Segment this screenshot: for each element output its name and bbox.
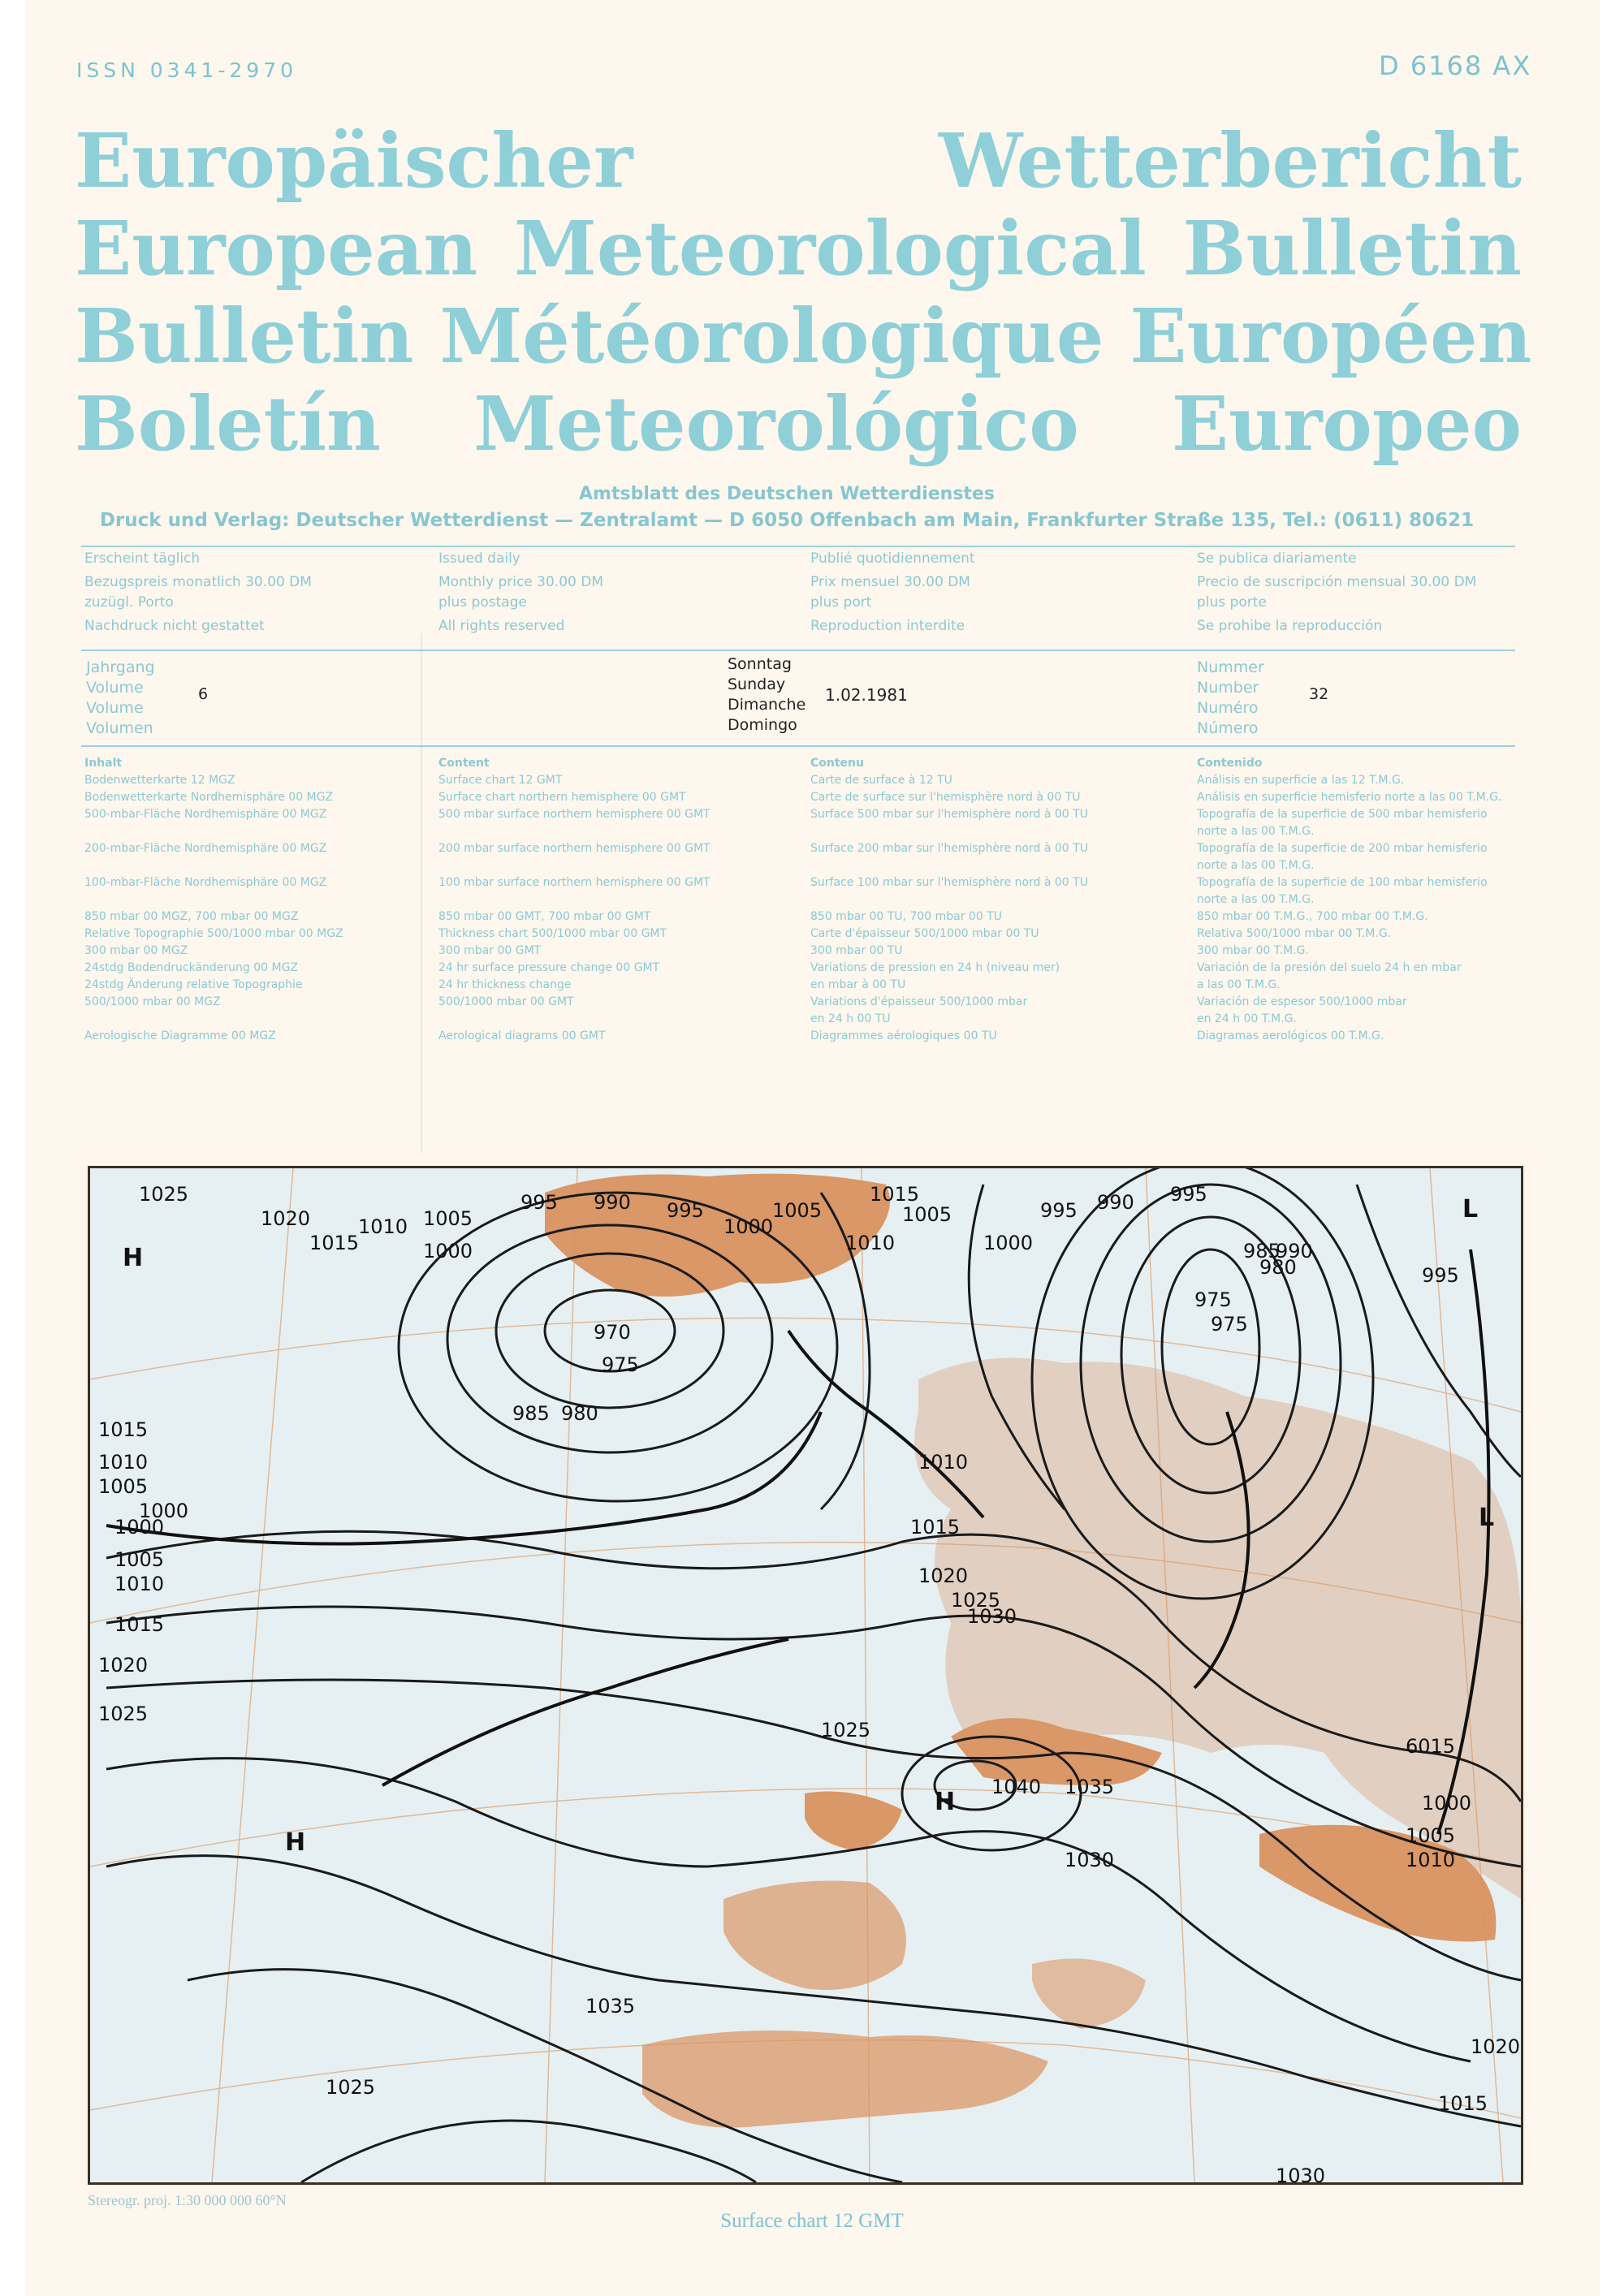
contents-item: Surface 500 mbar sur l'hemisphère nord à 00 TU (810, 808, 1088, 821)
title-english: European Meteorological Bulletin (75, 205, 1522, 292)
contents-item: Thickness chart 500/1000 mbar 00 GMT (438, 927, 667, 940)
subscription-de (84, 549, 312, 637)
projection-note: Stereogr. proj. 1:30 000 000 60°N (88, 2192, 287, 2208)
subscription-line: Publié quotidiennement (810, 550, 975, 567)
isobar-label: 985 (512, 1402, 550, 1425)
isobar-label: 1015 (910, 1516, 961, 1539)
isobar-label: 1000 (114, 1516, 165, 1539)
subscription-line: Se prohibe la reproducción (1197, 618, 1383, 634)
isobar-label: 975 (602, 1353, 639, 1376)
publisher-gazette: Amtsblatt des Deutschen Wetterdienstes (579, 484, 995, 504)
number-label: Nummer (1197, 658, 1264, 676)
contents-item: 850 mbar 00 GMT, 700 mbar 00 GMT (438, 910, 651, 923)
contents-item: Topografía de la superficie de 200 mbar hemisferio (1197, 842, 1488, 855)
contents-item: Relative Topographie 500/1000 mbar 00 MGZ (84, 927, 343, 940)
contents-item: Surface 200 mbar sur l'hemisphère nord à 00 TU (810, 842, 1088, 855)
isobar-label: 1040 (991, 1776, 1042, 1798)
isobar-label: 1030 (967, 1605, 1017, 1628)
day-label: Sunday (728, 675, 786, 693)
contents-item: Diagrammes aérologiques 00 TU (810, 1029, 997, 1042)
isobar-label: 1000 (139, 1500, 189, 1522)
contents-item: 300 mbar 00 T.M.G. (1197, 944, 1309, 957)
title-german: Europäischer Wetterbericht (75, 117, 1522, 205)
low-pressure-centre: L (1479, 1504, 1495, 1532)
station-code: 6015 (1406, 1735, 1456, 1758)
contents-item: 24 hr surface pressure change 00 GMT (438, 961, 660, 974)
subscription-line: Prix mensuel 30.00 DM (810, 574, 970, 590)
contents-item: 24 hr thickness change (438, 978, 572, 991)
isobar-label: 995 (520, 1191, 558, 1214)
isobar-label: 1025 (139, 1183, 189, 1206)
contents-item: Surface chart 12 GMT (438, 774, 563, 787)
contents-item: Bodenwetterkarte Nordhemisphäre 00 MGZ (84, 791, 334, 804)
contents-item: 850 mbar 00 T.M.G., 700 mbar 00 T.M.G. (1197, 910, 1428, 923)
isobar-label: 995 (667, 1199, 704, 1222)
isobar-label: 1000 (983, 1232, 1034, 1254)
number-label: Número (1197, 719, 1259, 737)
isobar-label: 990 (594, 1191, 631, 1214)
subscription-line: Precio de suscripción mensual 30.00 DM (1197, 574, 1477, 590)
isobar-label: 980 (561, 1402, 598, 1425)
contents-item (84, 823, 343, 840)
contents-item: Carte de surface sur l'hemisphère nord à 00 TU (810, 791, 1081, 804)
contents-item: a las 00 T.M.G. (1197, 978, 1281, 991)
contents-item (438, 1011, 710, 1028)
isobar-label: 1030 (1276, 2164, 1326, 2182)
issn-number: ISSN 0341-2970 (76, 58, 298, 82)
divider-contents (81, 745, 1515, 747)
number-label: Numéro (1197, 699, 1259, 717)
subscription-es (1197, 549, 1476, 637)
contents-item: Variations de pression en 24 h (niveau mer) (810, 961, 1060, 974)
subscription-fr (810, 549, 975, 637)
subscription-line: Reproduction interdite (810, 618, 965, 634)
isobar-label: 980 (1259, 1256, 1297, 1279)
volume-label: Volume (86, 699, 144, 717)
document-code: D 6168 AX (1379, 50, 1532, 81)
subscription-line: Bezugspreis monatlich 30.00 DM (84, 574, 312, 590)
contents-item: 500/1000 mbar 00 MGZ (84, 995, 221, 1008)
contents-item: en mbar à 00 TU (810, 978, 906, 991)
publisher-address: Druck und Verlag: Deutscher Wetterdienst — Zentralamt — D 6050 Offenbach am Main, Frankfurter Straße 135, Tel.: (0611) 80621 (99, 510, 1475, 531)
contents-item: Surface chart northern hemisphere 00 GMT (438, 791, 686, 804)
contents-item: Relativa 500/1000 mbar 00 T.M.G. (1197, 927, 1392, 940)
contents-item: en 24 h 00 T.M.G. (1197, 1012, 1297, 1025)
subscription-line: Erscheint täglich (84, 550, 201, 567)
high-pressure-centre: H (123, 1244, 144, 1272)
isobar-label: 1025 (326, 2076, 376, 2099)
contents-item: 500 mbar surface northern hemisphere 00 GMT (438, 808, 710, 821)
isobar-label: 990 (1276, 1240, 1313, 1262)
isobar-label: 1010 (114, 1573, 165, 1595)
isobar-label: 975 (1194, 1288, 1232, 1311)
map-caption: Surface chart 12 GMT (720, 2210, 904, 2232)
isobar-label: 1010 (845, 1232, 896, 1254)
subscription-line: Nachdruck nicht gestattet (84, 618, 265, 634)
divider-top (81, 546, 1515, 547)
isobar-label: 1020 (98, 1654, 149, 1677)
contents-item: 300 mbar 00 MGZ (84, 944, 188, 957)
contents-item: Topografía de la superficie de 100 mbar hemisferio (1197, 876, 1488, 889)
contents-item: 100 mbar surface northern hemisphere 00 GMT (438, 876, 710, 889)
isobar-label: 1025 (821, 1719, 871, 1741)
contents-item: Surface 100 mbar sur l'hemisphère nord à 00 TU (810, 876, 1088, 889)
contents-item: 850 mbar 00 TU, 700 mbar 00 TU (810, 910, 1002, 923)
isobar-label: 1015 (870, 1183, 920, 1206)
isobar-label: 1010 (918, 1451, 969, 1474)
isobar-label: 1015 (1438, 2092, 1488, 2115)
contents-item: Análisis en superficie hemisferio norte a las 00 T.M.G. (1197, 791, 1502, 804)
contents-heading: Inhalt (84, 757, 123, 770)
contents-item: 500-mbar-Fläche Nordhemisphäre 00 MGZ (84, 808, 327, 821)
contents-item (84, 857, 343, 874)
day-label: Dimanche (728, 696, 806, 714)
isobar-label: 1005 (902, 1203, 952, 1226)
subscription-line: Se publica diariamente (1197, 550, 1357, 567)
high-pressure-centre: H (935, 1788, 956, 1816)
title-spanish: Boletín Meteorológico Europeo (75, 380, 1522, 468)
subscription-line: plus postage (438, 594, 527, 611)
contents-item: Aerologische Diagramme 00 MGZ (84, 1029, 276, 1042)
contents-heading: Contenido (1197, 757, 1263, 770)
isobar-label: 1015 (114, 1613, 165, 1636)
isobar-label: 1035 (585, 1995, 636, 2018)
contents-item: Variations d'épaisseur 500/1000 mbar (810, 995, 1028, 1008)
contents-item: 300 mbar 00 TU (810, 944, 903, 957)
contents-de (84, 755, 343, 1045)
contents-item: Carte d'épaisseur 500/1000 mbar 00 TU (810, 927, 1039, 940)
contents-item: Carte de surface à 12 TU (810, 774, 952, 787)
subscription-line: plus port (810, 594, 872, 611)
subscription-line: zuzügl. Porto (84, 594, 174, 611)
contents-item: Aerological diagrams 00 GMT (438, 1029, 606, 1042)
contents-item (84, 1011, 343, 1028)
isobar-label: 1000 (1422, 1792, 1472, 1815)
subscription-line: plus porte (1197, 594, 1267, 611)
isobar-label: 990 (1097, 1191, 1134, 1214)
number-labels (1197, 658, 1264, 739)
day-labels (728, 654, 806, 736)
contents-es (1197, 755, 1502, 1045)
low-pressure-centre: L (1462, 1195, 1479, 1224)
subscription-en (438, 549, 603, 637)
weather-map-svg (90, 1168, 1521, 2182)
isobar-label: 1020 (261, 1207, 311, 1230)
day-label: Sonntag (728, 655, 792, 673)
volume-label: Jahrgang (86, 658, 155, 676)
isobar-label: 1010 (98, 1451, 149, 1474)
divider-issue (81, 650, 1515, 651)
contents-item (438, 857, 710, 874)
contents-item (810, 823, 1088, 840)
contents-item: 850 mbar 00 MGZ, 700 mbar 00 MGZ (84, 910, 299, 923)
contents-en (438, 755, 710, 1045)
contents-item: 500/1000 mbar 00 GMT (438, 995, 574, 1008)
isobar-label: 1030 (1065, 1849, 1115, 1871)
contents-item: Variación de la presión del suelo 24 h en mbar (1197, 961, 1462, 974)
contents-heading: Contenu (810, 757, 864, 770)
isobar-label: 1005 (114, 1548, 165, 1571)
isobar-label: 1020 (918, 1564, 969, 1587)
day-label: Domingo (728, 716, 797, 734)
volume-labels (86, 658, 155, 739)
issue-number: 32 (1309, 685, 1329, 703)
contents-item: Bodenwetterkarte 12 MGZ (84, 774, 235, 787)
contents-item: Diagramas aerológicos 00 T.M.G. (1197, 1029, 1384, 1042)
isobar-label: 995 (1422, 1264, 1459, 1287)
number-label: Number (1197, 679, 1259, 697)
contents-item: 200 mbar surface northern hemisphere 00 GMT (438, 842, 710, 855)
volume-label: Volumen (86, 719, 153, 737)
isobar-label: 1035 (1065, 1776, 1115, 1798)
isobar-label: 1015 (98, 1418, 149, 1441)
contents-item (438, 891, 710, 908)
title-french: Bulletin Météorologique Européen (75, 292, 1532, 380)
contents-item (84, 891, 343, 908)
contents-fr (810, 755, 1088, 1045)
volume-number: 6 (198, 685, 209, 703)
isobar-label: 970 (594, 1321, 631, 1344)
isobar-label: 1025 (98, 1703, 149, 1725)
contents-item: 24stdg Änderung relative Topographie (84, 978, 303, 991)
isobar-label: 1010 (358, 1215, 408, 1238)
contents-item: norte a las 00 T.M.G. (1197, 859, 1315, 872)
contents-item: 300 mbar 00 GMT (438, 944, 542, 957)
isobar-label: 1000 (423, 1240, 473, 1262)
contents-item: en 24 h 00 TU (810, 1012, 891, 1025)
contents-item (438, 823, 710, 840)
high-pressure-centre: H (285, 1828, 306, 1857)
contents-heading: Content (438, 757, 490, 770)
contents-item: Topografía de la superficie de 500 mbar hemisferio (1197, 808, 1488, 821)
subscription-line: Monthly price 30.00 DM (438, 574, 604, 590)
isobar-label: 1005 (1406, 1824, 1456, 1847)
isobar-label: 1005 (98, 1475, 149, 1498)
contents-item (810, 857, 1088, 874)
isobar-label: 985 (1243, 1240, 1281, 1262)
contents-item: 100-mbar-Fläche Nordhemisphäre 00 MGZ (84, 876, 327, 889)
isobar-label: 995 (1040, 1199, 1078, 1222)
contents-item: norte a las 00 T.M.G. (1197, 825, 1315, 838)
isobar-label: 1010 (1406, 1849, 1456, 1871)
contents-item: Variación de espesor 500/1000 mbar (1197, 995, 1407, 1008)
contents-item: 200-mbar-Fläche Nordhemisphäre 00 MGZ (84, 842, 327, 855)
isobar-label: 975 (1211, 1313, 1248, 1336)
subscription-line: All rights reserved (438, 618, 565, 634)
isobar-label: 1000 (723, 1215, 774, 1238)
contents-item: Análisis en superficie a las 12 T.M.G. (1197, 774, 1405, 787)
issue-date: 1.02.1981 (825, 685, 908, 705)
isobar-label: 1015 (309, 1232, 360, 1254)
contents-item: 24stdg Bodendruckänderung 00 MGZ (84, 961, 299, 974)
isobar-label: 1025 (951, 1589, 1001, 1612)
isobar-label: 1020 (1471, 2035, 1521, 2058)
contents-item (810, 891, 1088, 908)
page-fold (421, 633, 422, 1153)
contents-item: norte a las 00 T.M.G. (1197, 893, 1315, 906)
volume-label: Volume (86, 679, 144, 697)
surface-weather-map (88, 1166, 1523, 2185)
isobar-label: 995 (1170, 1183, 1207, 1206)
subscription-line: Issued daily (438, 550, 520, 567)
isobar-label: 1005 (423, 1207, 473, 1230)
isobar-label: 1005 (772, 1199, 823, 1222)
